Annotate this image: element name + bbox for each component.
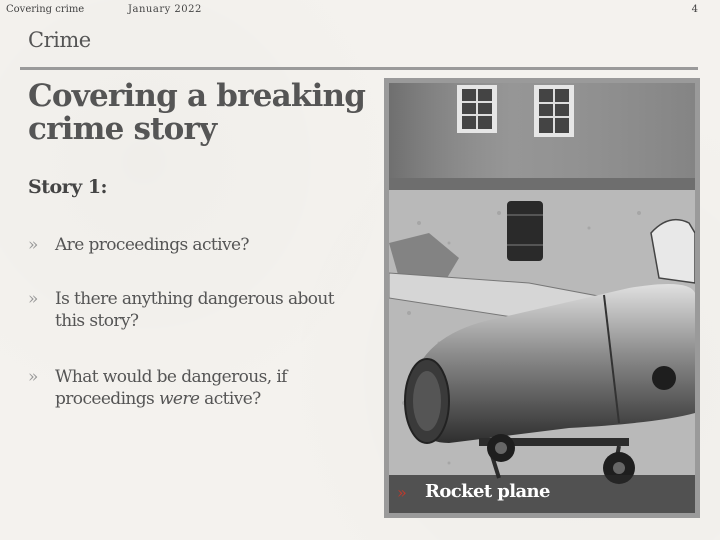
bullet-marker-icon: » [28, 367, 38, 387]
bullet-text: What would be dangerous, if proceedings were active? [55, 367, 287, 409]
story-heading: Story 1: [28, 176, 108, 198]
section-title: Crime [28, 28, 91, 52]
bullet-marker-icon: » [28, 235, 38, 255]
bullet-text: Are proceedings active? [55, 235, 249, 255]
bullet-item [28, 234, 368, 256]
rocket-plane-illustration [389, 83, 695, 513]
bullet-text: Is there anything dangerous about this story? [55, 289, 334, 331]
slide-title: Covering a breaking crime story [28, 78, 366, 147]
header-deck-title: Covering crime [6, 4, 85, 15]
photo-caption: Rocket plane [425, 481, 550, 502]
header-divider [20, 67, 698, 70]
caption-bar [389, 475, 695, 513]
emphasis-text: were [158, 389, 200, 409]
rocket-plane-photo [389, 83, 695, 513]
photo-frame [384, 78, 700, 518]
header-date: January 2022 [128, 4, 202, 15]
caption-marker-icon: » [397, 483, 407, 502]
bullet-item [28, 366, 368, 410]
page-number: 4 [691, 4, 698, 15]
bullet-item [28, 288, 368, 332]
bullet-marker-icon: » [28, 289, 38, 309]
